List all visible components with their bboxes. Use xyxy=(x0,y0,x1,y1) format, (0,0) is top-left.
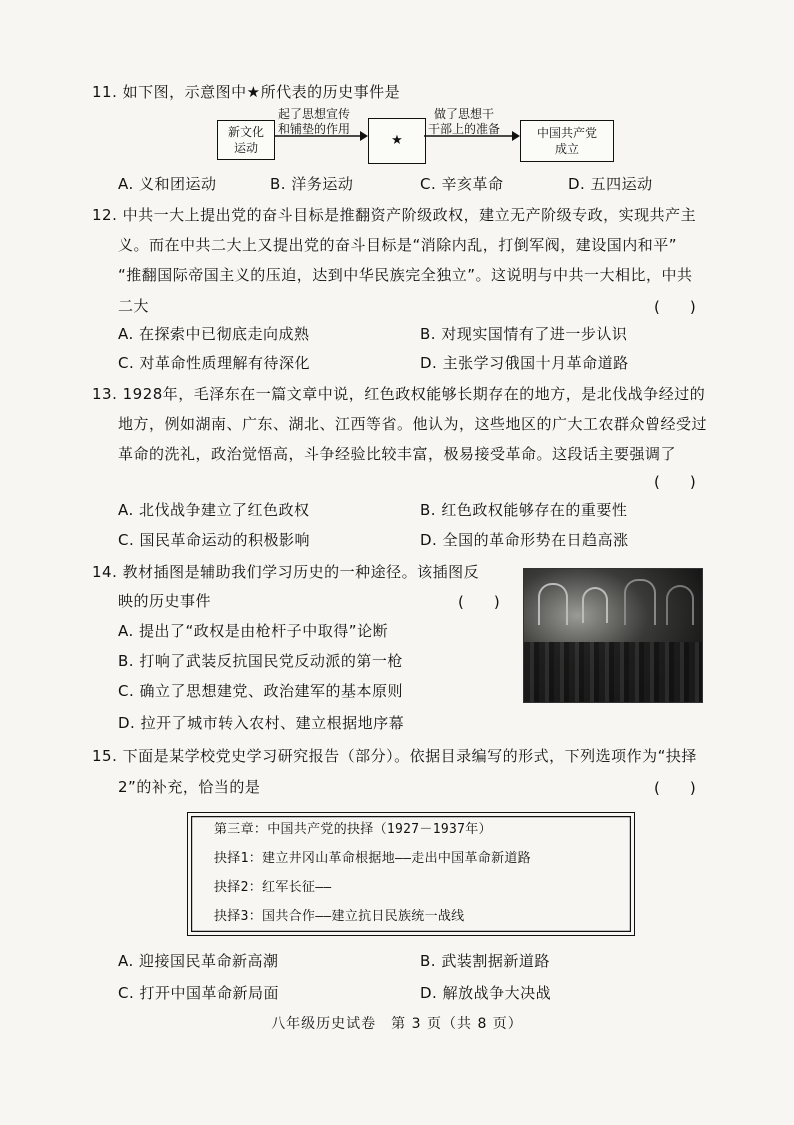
box-star xyxy=(368,118,426,164)
q15-line-1: 15. 下面是某学校党史学习研究报告（部分）。依据目录编写的形式，下列选项作为“抉择 xyxy=(92,747,697,765)
q14-option-a: A. 提出了“政权是由枪杆子中取得”论断 xyxy=(118,622,389,640)
q11-option-a: A. 义和团运动 xyxy=(118,175,217,193)
report-chapter-title: 第三章：中国共产党的抉择（1927－1937年） xyxy=(214,822,492,837)
q12-answer-paren: ( ) xyxy=(654,298,696,316)
q14-answer-paren: ( ) xyxy=(458,593,500,611)
report-choice-2: 抉择2：红军长征—— xyxy=(214,880,332,895)
q14-line-1: 14. 教材插图是辅助我们学习历史的一种途径。该插图反 xyxy=(92,563,480,581)
q13-option-c: C. 国民革命运动的积极影响 xyxy=(118,531,311,549)
q13-answer-paren: ( ) xyxy=(654,473,696,491)
q12-option-c: C. 对革命性质理解有待深化 xyxy=(118,354,311,372)
q15-option-a: A. 迎接国民革命新高潮 xyxy=(118,952,279,970)
arrow-1-label: 起了思想宣传 和铺垫的作用 xyxy=(278,107,351,136)
box-new-culture: 新文化 运动 xyxy=(217,120,275,160)
q13-option-a: A. 北伐战争建立了红色政权 xyxy=(118,501,310,519)
q13-option-b: B. 红色政权能够存在的重要性 xyxy=(420,501,628,519)
q14-option-d: D. 拉开了城市转入农村、建立根据地序幕 xyxy=(118,714,405,732)
q15-option-c: C. 打开中国革命新局面 xyxy=(118,984,280,1002)
q15-answer-paren: ( ) xyxy=(654,779,696,797)
report-excerpt-box xyxy=(187,812,635,936)
q14-option-c: C. 确立了思想建党、政治建军的基本原则 xyxy=(118,682,404,700)
q13-line-3: 革命的洗礼，政治觉悟高，斗争经验比较丰富，极易接受革命。这段话主要强调了 xyxy=(118,445,677,463)
q11-option-c: C. 辛亥革命 xyxy=(420,175,504,193)
q15-option-d: D. 解放战争大决战 xyxy=(420,984,552,1002)
q13-option-d: D. 全国的革命形势在日趋高涨 xyxy=(420,531,629,549)
q14-option-b: B. 打响了武装反抗国民党反动派的第一枪 xyxy=(118,652,403,670)
q14-line-2: 映的历史事件 xyxy=(118,592,212,610)
q13-line-2: 地方，例如湖南、广东、湖北、江西等省。他认为，这些地区的广大工农群众曾经受过 xyxy=(118,415,708,433)
q12-option-b: B. 对现实国情有了进一步认识 xyxy=(420,325,628,343)
star-icon: ★ xyxy=(391,133,403,148)
historical-photo xyxy=(523,568,703,703)
q13-line-1: 13. 1928年，毛泽东在一篇文章中说，红色政权能够长期存在的地方，是北伐战争经过的 xyxy=(92,385,706,403)
q12-line-4: 二大 xyxy=(118,297,150,315)
page-footer: 八年级历史试卷 第 3 页（共 8 页） xyxy=(271,1016,523,1032)
report-choice-1: 抉择1：建立井冈山革命根据地——走出中国革命新道路 xyxy=(214,851,531,866)
arrow-2-label: 做了思想干 干部上的准备 xyxy=(428,107,501,136)
q15-line-2: 2”的补充，恰当的是 xyxy=(118,778,261,796)
q15-option-b: B. 武装割据新道路 xyxy=(420,952,550,970)
q11-option-d: D. 五四运动 xyxy=(568,175,653,193)
q12-line-1: 12. 中共一大上提出党的奋斗目标是推翻资产阶级政权，建立无产阶级专政，实现共产主 xyxy=(92,206,697,224)
q11-stem: 11. 如下图，示意图中★所代表的历史事件是 xyxy=(92,83,401,101)
q12-option-a: A. 在探索中已彻底走向成熟 xyxy=(118,325,310,343)
report-choice-3: 抉择3：国共合作——建立抗日民族统一战线 xyxy=(214,909,465,924)
q11-option-b: B. 洋务运动 xyxy=(270,175,354,193)
q12-line-2: 义。而在中共二大上又提出党的奋斗目标是“消除内乱，打倒军阀，建设国内和平” xyxy=(118,236,678,254)
q12-line-3: “推翻国际帝国主义的压迫，达到中华民族完全独立”。这说明与中共一大相比，中共 xyxy=(118,266,693,284)
q12-option-d: D. 主张学习俄国十月革命道路 xyxy=(420,354,629,372)
box-cpc-founded: 中国共产党 成立 xyxy=(520,120,614,162)
